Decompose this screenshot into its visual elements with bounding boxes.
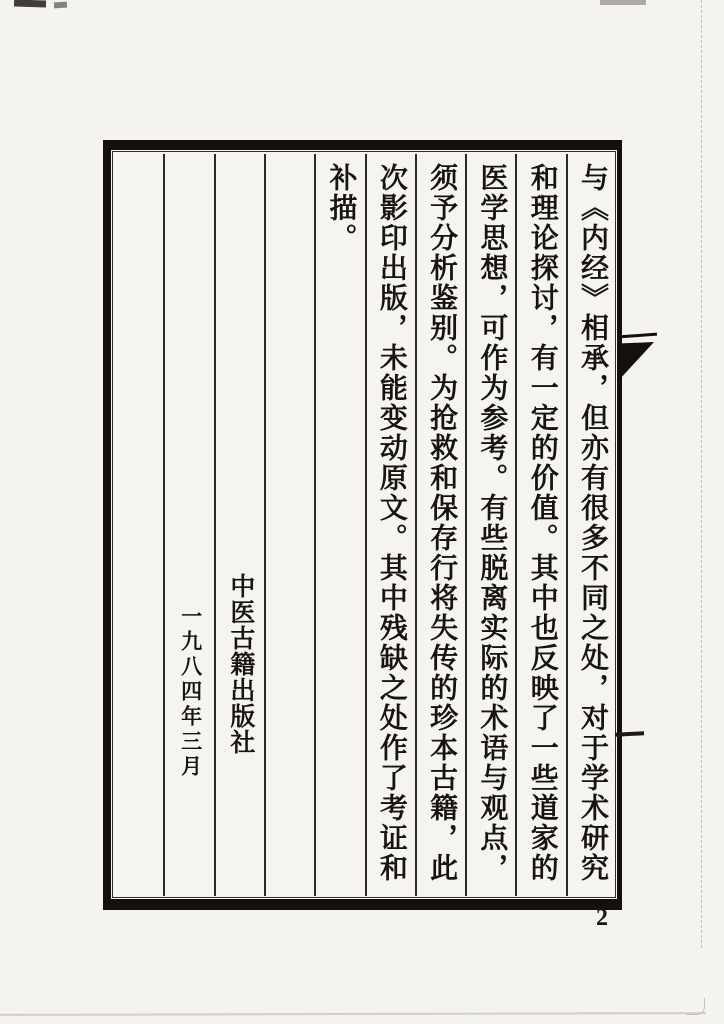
scan-smudge-top-left	[14, 0, 46, 8]
text-column-10-empty	[115, 154, 163, 896]
fold-mark-triangle	[618, 342, 654, 381]
text-column-2: 和理论探讨，有一定的价值。其中也反映了一些道家的	[515, 154, 565, 896]
scan-edge-line-right	[701, 0, 702, 948]
text-column-1: 与《内经》相承，但亦有很多不同之处，对于学术研究	[566, 154, 616, 896]
fold-mark-line	[619, 333, 657, 339]
text-column-6: 补描。	[314, 154, 364, 896]
margin-dash-mark	[615, 731, 644, 737]
text-column-3: 医学思想，可作为参考。有些脱离实际的术语与观点，	[465, 154, 515, 896]
text-column-4: 须予分析鉴别。为抢救和保存行将失传的珍本古籍，此	[415, 154, 465, 896]
page-number: 2	[596, 905, 608, 931]
text-columns	[115, 154, 616, 896]
scan-smudge-top-right	[600, 0, 646, 5]
text-frame	[103, 140, 622, 910]
scan-corner-bottom-right	[686, 998, 705, 1015]
text-column-7-empty	[264, 154, 314, 896]
scan-smudge-top-left-2	[54, 2, 67, 9]
scan-edge-line-bottom	[0, 1012, 706, 1016]
publisher-column: 中医古籍出版社	[214, 154, 264, 896]
publication-date-column: 一九八四年三月	[163, 154, 213, 896]
text-column-5: 次影印出版，未能变动原文。其中残缺之处作了考证和	[365, 154, 415, 896]
